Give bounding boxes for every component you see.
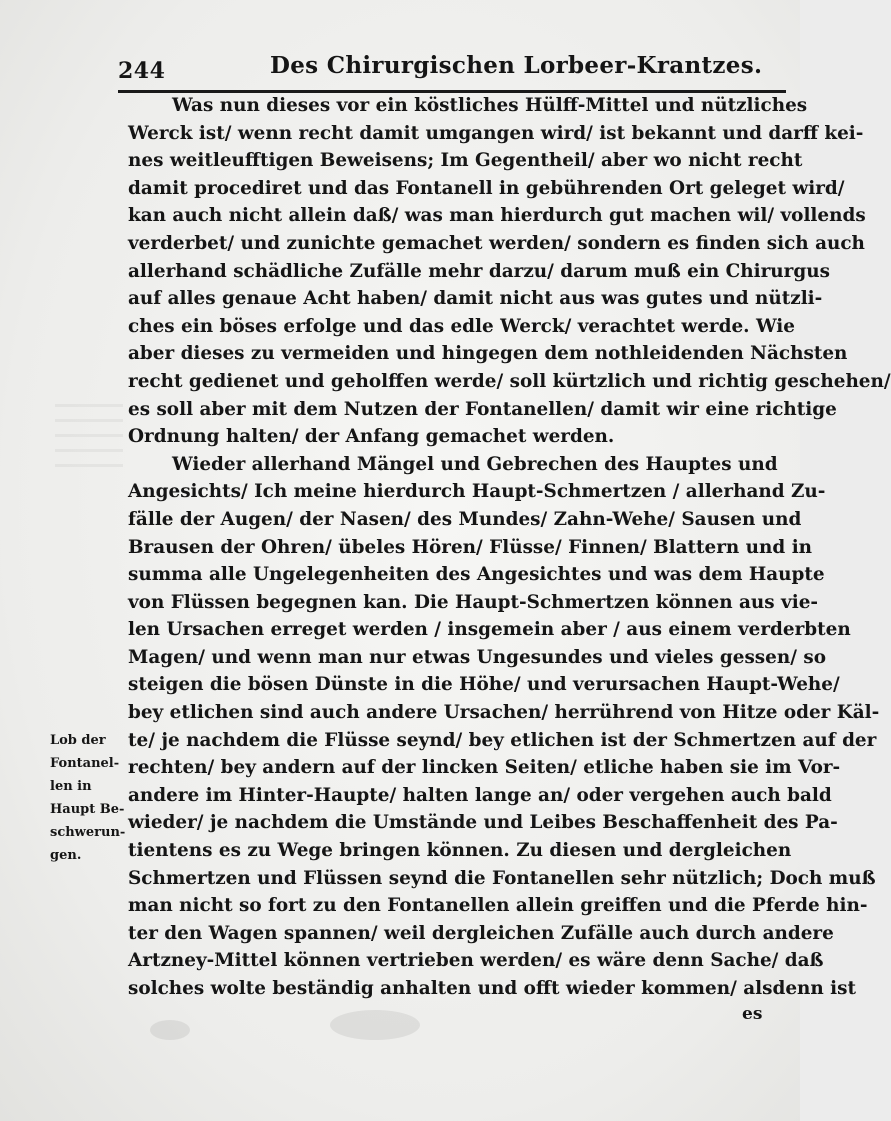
text-line: Was nun dieses vor ein köstliches Hülff-Mittel und nützliches bbox=[172, 95, 808, 116]
text-line: andere im Hinter-Haupte/ halten lange an/ oder vergehen auch bald bbox=[128, 784, 832, 806]
marginal-note-line: Fontanel- bbox=[50, 756, 120, 771]
text-line: nes weitleufftigen Beweisens; Im Gegentheil/ aber wo nicht recht bbox=[128, 150, 803, 172]
text-line: summa alle Ungelegenheiten des Angesichtes und was dem Haupte bbox=[128, 564, 825, 586]
catchword: es bbox=[742, 1004, 763, 1024]
text-line: tientens es zu Wege bringen können. Zu diesen und dergleichen bbox=[128, 840, 792, 862]
text-line: kan auch nicht allein daß/ was man hierdurch gut machen wil/ vollends bbox=[128, 205, 866, 227]
body-text bbox=[128, 92, 891, 1003]
marginal-note-line: len in bbox=[50, 779, 92, 794]
text-line: bey etlichen sind auch andere Ursachen/ herrührend von Hitze oder Käl- bbox=[128, 702, 880, 724]
paper-stain bbox=[330, 1010, 420, 1040]
text-line: len Ursachen erreget werden / insgemein aber / aus einem verderbten bbox=[128, 619, 851, 641]
text-line: rechten/ bey andern auf der lincken Seiten/ etliche haben sie im Vor- bbox=[128, 757, 841, 779]
text-line: steigen die bösen Dünste in die Höhe/ und verursachen Haupt-Wehe/ bbox=[128, 674, 840, 696]
text-line: auf alles genaue Acht haben/ damit nicht aus was gutes und nützli- bbox=[128, 288, 823, 310]
text-line: man nicht so fort zu den Fontanellen allein greiffen und die Pferde hin- bbox=[128, 895, 868, 917]
text-line: Ordnung halten/ der Anfang gemachet werden. bbox=[128, 426, 615, 448]
text-line: Artzney-Mittel können vertrieben werden/ es wäre denn Sache/ daß bbox=[128, 950, 824, 972]
text-line: allerhand schädliche Zufälle mehr darzu/ darum muß ein Chirurgus bbox=[128, 260, 830, 282]
text-line: aber dieses zu vermeiden und hingegen dem nothleidenden Nächsten bbox=[128, 343, 848, 365]
marginal-note-line: Lob der bbox=[50, 733, 106, 748]
marginal-note-line: schwerun- bbox=[50, 825, 126, 840]
page-number: 244 bbox=[118, 58, 166, 84]
text-line: Werck ist/ wenn recht damit umgangen wird/ ist bekannt und darff kei- bbox=[128, 122, 864, 144]
text-line: Brausen der Ohren/ übeles Hören/ Flüsse/ Finnen/ Blattern und in bbox=[128, 536, 813, 558]
text-line: ter den Wagen spannen/ weil dergleichen Zufälle auch durch andere bbox=[128, 922, 834, 944]
text-line: Wieder allerhand Mängel und Gebrechen des Hauptes und bbox=[172, 453, 778, 475]
page-header bbox=[118, 52, 788, 86]
marginal-note bbox=[50, 729, 126, 867]
running-title: Des Chirurgischen Lorbeer-Krantzes. bbox=[270, 52, 763, 79]
bleed-through-marks bbox=[55, 404, 123, 476]
text-line: damit procediret und das Fontanell in gebührenden Ort geleget wird/ bbox=[128, 177, 845, 199]
marginal-note-line: gen. bbox=[50, 848, 82, 863]
text-line: von Flüssen begegnen kan. Die Haupt-Schmertzen können aus vie- bbox=[128, 591, 819, 613]
text-line: Angesichts/ Ich meine hierdurch Haupt-Schmertzen / allerhand Zu- bbox=[128, 481, 826, 503]
text-line: Schmertzen und Flüssen seynd die Fontanellen sehr nützlich; Doch muß bbox=[128, 867, 876, 889]
text-line: ches ein böses erfolge und das edle Werck/ verachtet werde. Wie bbox=[128, 315, 795, 337]
text-line: Magen/ und wenn man nur etwas Ungesundes und vieles gessen/ so bbox=[128, 646, 826, 668]
text-line: solches wolte beständig anhalten und offt wieder kommen/ alsdenn ist bbox=[128, 978, 856, 999]
text-line: wieder/ je nachdem die Umstände und Leibes Beschaffenheit des Pa- bbox=[128, 812, 838, 834]
paper-stain bbox=[150, 1020, 190, 1040]
text-line: es soll aber mit dem Nutzen der Fontanellen/ damit wir eine richtige bbox=[128, 398, 837, 420]
text-line: recht gedienet und geholffen werde/ soll kürtzlich und richtig geschehen/ bbox=[128, 370, 891, 392]
text-line: fälle der Augen/ der Nasen/ des Mundes/ Zahn-Wehe/ Sausen und bbox=[128, 508, 802, 530]
marginal-note-line: Haupt Be- bbox=[50, 802, 125, 817]
text-line: verderbet/ und zunichte gemachet werden/ sondern es finden sich auch bbox=[128, 232, 865, 254]
text-line: te/ je nachdem die Flüsse seynd/ bey etlichen ist der Schmertzen auf der bbox=[128, 729, 877, 751]
